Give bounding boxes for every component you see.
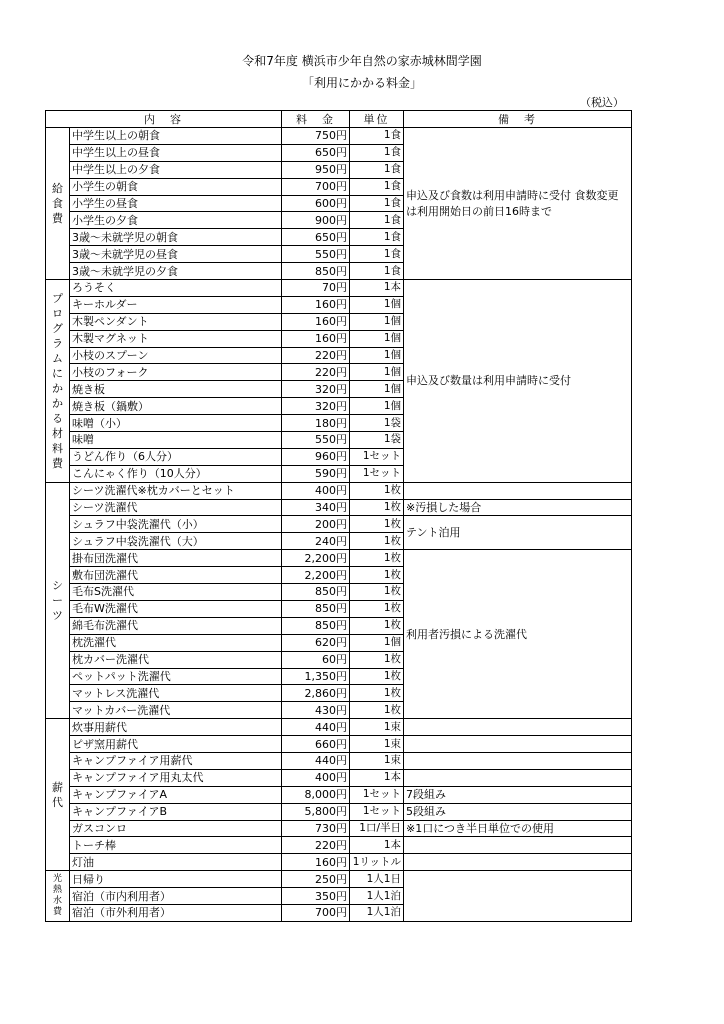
item-unit: 1人1日 <box>350 871 404 888</box>
item-unit: 1束 <box>350 719 404 736</box>
item-unit: 1リットル <box>350 854 404 871</box>
table-row <box>46 786 632 803</box>
category-label <box>46 871 70 922</box>
item-price: 850円 <box>282 600 350 617</box>
item-price: 590円 <box>282 465 350 482</box>
item-price: 620円 <box>282 634 350 651</box>
item-name: 掛布団洗濯代 <box>70 550 282 567</box>
item-price: 850円 <box>282 584 350 601</box>
item-unit: 1口/半日 <box>350 820 404 837</box>
item-price: 180円 <box>282 415 350 432</box>
column-header-unit: 単位 <box>350 111 404 128</box>
item-price: 440円 <box>282 752 350 769</box>
remark-empty <box>404 482 632 499</box>
item-unit: 1個 <box>350 364 404 381</box>
item-name: 毛布S洗濯代 <box>70 584 282 601</box>
tax-note: （税込） <box>580 96 624 109</box>
item-unit: 1セット <box>350 803 404 820</box>
item-name: 宿泊（市内利用者） <box>70 888 282 905</box>
item-price: 750円 <box>282 128 350 145</box>
item-name: 毛布W洗濯代 <box>70 600 282 617</box>
item-price: 60円 <box>282 651 350 668</box>
item-name: キャンプファイアA <box>70 786 282 803</box>
item-price: 1,350円 <box>282 668 350 685</box>
item-name: シーツ洗濯代 <box>70 499 282 516</box>
item-unit: 1食 <box>350 161 404 178</box>
item-price: 850円 <box>282 617 350 634</box>
item-price: 220円 <box>282 837 350 854</box>
item-unit: 1食 <box>350 212 404 229</box>
item-unit: 1枚 <box>350 482 404 499</box>
item-unit: 1個 <box>350 381 404 398</box>
item-name: キャンプファイア用丸太代 <box>70 769 282 786</box>
item-name: 木製ペンダント <box>70 313 282 330</box>
table-row <box>46 280 632 297</box>
item-unit: 1食 <box>350 263 404 280</box>
item-unit: 1セット <box>350 465 404 482</box>
item-name: 小学生の朝食 <box>70 178 282 195</box>
item-remark <box>404 837 632 854</box>
item-name: シーツ洗濯代※枕カバーとセット <box>70 482 282 499</box>
item-price: 900円 <box>282 212 350 229</box>
item-unit: 1枚 <box>350 600 404 617</box>
item-name: 中学生以上の昼食 <box>70 144 282 161</box>
item-price: 160円 <box>282 330 350 347</box>
item-price: 220円 <box>282 364 350 381</box>
item-name: 敷布団洗濯代 <box>70 567 282 584</box>
item-unit: 1個 <box>350 313 404 330</box>
item-unit: 1個 <box>350 634 404 651</box>
item-name: 枕カバー洗濯代 <box>70 651 282 668</box>
group-remark: 申込及び食数は利用申請時に受付 食数変更は利用開始日の前日16時まで <box>404 128 632 280</box>
remark-soiled: ※汚損した場合 <box>404 499 632 516</box>
item-name: 味噌（小） <box>70 415 282 432</box>
table-row <box>46 820 632 837</box>
table-row <box>46 769 632 786</box>
item-unit: 1個 <box>350 347 404 364</box>
item-unit: 1人1泊 <box>350 888 404 905</box>
item-remark: ※1口につき半日単位での使用 <box>404 820 632 837</box>
remark-tent: テント泊用 <box>404 516 632 550</box>
fee-table <box>45 110 632 922</box>
item-name: 3歳～未就学児の夕食 <box>70 263 282 280</box>
item-remark <box>404 769 632 786</box>
category-text: 光熱水費 <box>52 874 62 918</box>
item-name: ガスコンロ <box>70 820 282 837</box>
item-unit: 1セット <box>350 448 404 465</box>
item-price: 650円 <box>282 144 350 161</box>
item-unit: 1束 <box>350 752 404 769</box>
item-price: 350円 <box>282 888 350 905</box>
item-name: マットカバー洗濯代 <box>70 702 282 719</box>
item-unit: 1食 <box>350 178 404 195</box>
column-header-content: 内 容 <box>46 111 282 128</box>
table-row <box>46 736 632 753</box>
table-row <box>46 499 632 516</box>
item-price: 700円 <box>282 178 350 195</box>
item-unit: 1本 <box>350 837 404 854</box>
item-price: 160円 <box>282 296 350 313</box>
item-unit: 1個 <box>350 398 404 415</box>
item-price: 550円 <box>282 432 350 449</box>
item-name: 焼き板 <box>70 381 282 398</box>
table-row <box>46 719 632 736</box>
item-name: キャンプファイアB <box>70 803 282 820</box>
table-row <box>46 128 632 145</box>
item-price: 660円 <box>282 736 350 753</box>
item-price: 320円 <box>282 381 350 398</box>
table-header-row <box>46 111 632 128</box>
item-name: 3歳～未就学児の昼食 <box>70 246 282 263</box>
item-name: うどん作り（6人分） <box>70 448 282 465</box>
item-price: 700円 <box>282 904 350 921</box>
page-subtitle: 「利用にかかる料金」 <box>301 76 422 90</box>
item-unit: 1枚 <box>350 617 404 634</box>
item-unit: 1枚 <box>350 685 404 702</box>
item-unit: 1枚 <box>350 702 404 719</box>
item-name: 宿泊（市外利用者） <box>70 904 282 921</box>
item-unit: 1本 <box>350 769 404 786</box>
item-name: 小学生の夕食 <box>70 212 282 229</box>
category-label <box>46 128 70 280</box>
item-price: 240円 <box>282 533 350 550</box>
item-name: 味噌 <box>70 432 282 449</box>
item-remark: 5段組み <box>404 803 632 820</box>
item-unit: 1枚 <box>350 499 404 516</box>
item-unit: 1枚 <box>350 516 404 533</box>
category-text: 給食費 <box>52 182 63 225</box>
category-label <box>46 719 70 871</box>
item-name: 木製マグネット <box>70 330 282 347</box>
item-unit: 1セット <box>350 786 404 803</box>
item-name: キャンプファイア用薪代 <box>70 752 282 769</box>
item-unit: 1食 <box>350 246 404 263</box>
item-name: マットレス洗濯代 <box>70 685 282 702</box>
item-name: 綿毛布洗濯代 <box>70 617 282 634</box>
item-remark <box>404 752 632 769</box>
item-price: 430円 <box>282 702 350 719</box>
item-unit: 1枚 <box>350 567 404 584</box>
item-name: 小枝のフォーク <box>70 364 282 381</box>
item-price: 2,200円 <box>282 567 350 584</box>
category-text: 薪代 <box>52 780 63 809</box>
item-unit: 1袋 <box>350 415 404 432</box>
item-price: 2,860円 <box>282 685 350 702</box>
item-price: 550円 <box>282 246 350 263</box>
item-name: ピザ窯用薪代 <box>70 736 282 753</box>
item-unit: 1枚 <box>350 651 404 668</box>
item-unit: 1枚 <box>350 668 404 685</box>
item-unit: 1食 <box>350 195 404 212</box>
item-unit: 1個 <box>350 330 404 347</box>
page-title: 令和7年度 横浜市少年自然の家赤城林間学園 <box>242 54 482 68</box>
item-price: 400円 <box>282 482 350 499</box>
item-name: シュラフ中袋洗濯代（小） <box>70 516 282 533</box>
item-name: 中学生以上の夕食 <box>70 161 282 178</box>
category-text: プログラムにかかる材料費 <box>52 291 63 470</box>
item-unit: 1食 <box>350 144 404 161</box>
table-row <box>46 803 632 820</box>
item-name: トーチ棒 <box>70 837 282 854</box>
item-price: 340円 <box>282 499 350 516</box>
item-name: 枕洗濯代 <box>70 634 282 651</box>
item-remark: 7段組み <box>404 786 632 803</box>
item-unit: 1枚 <box>350 550 404 567</box>
item-name: キーホルダー <box>70 296 282 313</box>
table-row <box>46 871 632 888</box>
item-name: シュラフ中袋洗濯代（大） <box>70 533 282 550</box>
fee-table-body <box>46 128 632 922</box>
item-price: 8,000円 <box>282 786 350 803</box>
item-name: 3歳～未就学児の朝食 <box>70 229 282 246</box>
item-unit: 1束 <box>350 736 404 753</box>
item-price: 400円 <box>282 769 350 786</box>
table-row <box>46 482 632 499</box>
item-price: 960円 <box>282 448 350 465</box>
category-label <box>46 280 70 483</box>
table-row <box>46 854 632 871</box>
item-unit: 1食 <box>350 229 404 246</box>
table-row <box>46 752 632 769</box>
item-price: 200円 <box>282 516 350 533</box>
item-name: 灯油 <box>70 854 282 871</box>
item-unit: 1個 <box>350 296 404 313</box>
category-text: シーツ <box>52 578 63 622</box>
item-name: 炊事用薪代 <box>70 719 282 736</box>
item-name: 小枝のスプーン <box>70 347 282 364</box>
item-price: 160円 <box>282 854 350 871</box>
item-price: 250円 <box>282 871 350 888</box>
item-price: 70円 <box>282 280 350 297</box>
table-row <box>46 550 632 567</box>
column-header-remarks: 備 考 <box>404 111 632 128</box>
item-price: 850円 <box>282 263 350 280</box>
item-price: 2,200円 <box>282 550 350 567</box>
item-unit: 1本 <box>350 280 404 297</box>
remark-empty <box>404 871 632 922</box>
group-remark: 申込及び数量は利用申請時に受付 <box>404 280 632 483</box>
item-remark <box>404 854 632 871</box>
item-name: こんにゃく作り（10人分） <box>70 465 282 482</box>
item-unit: 1枚 <box>350 584 404 601</box>
item-unit: 1食 <box>350 128 404 145</box>
item-unit: 1人1泊 <box>350 904 404 921</box>
remark-user-soiled: 利用者汚損による洗濯代 <box>404 550 632 719</box>
item-price: 220円 <box>282 347 350 364</box>
table-row <box>46 837 632 854</box>
item-unit: 1袋 <box>350 432 404 449</box>
item-name: 中学生以上の朝食 <box>70 128 282 145</box>
category-label <box>46 482 70 718</box>
item-remark <box>404 719 632 736</box>
item-name: 日帰り <box>70 871 282 888</box>
item-name: 焼き板（鍋敷） <box>70 398 282 415</box>
item-price: 950円 <box>282 161 350 178</box>
item-name: ろうそく <box>70 280 282 297</box>
table-row <box>46 516 632 533</box>
item-price: 440円 <box>282 719 350 736</box>
column-header-price: 料 金 <box>282 111 350 128</box>
item-price: 730円 <box>282 820 350 837</box>
item-unit: 1枚 <box>350 533 404 550</box>
item-price: 160円 <box>282 313 350 330</box>
item-price: 600円 <box>282 195 350 212</box>
item-name: ペットパット洗濯代 <box>70 668 282 685</box>
item-price: 650円 <box>282 229 350 246</box>
item-price: 320円 <box>282 398 350 415</box>
item-price: 5,800円 <box>282 803 350 820</box>
item-remark <box>404 736 632 753</box>
item-name: 小学生の昼食 <box>70 195 282 212</box>
